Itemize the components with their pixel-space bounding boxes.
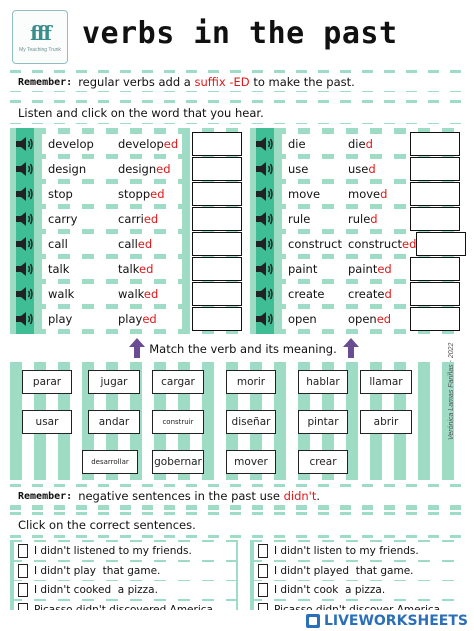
verb-row (42, 284, 182, 304)
sentence-option[interactable] (254, 562, 462, 580)
remember-rule-suffix (10, 73, 464, 91)
verb-past-stem: develop (118, 137, 164, 151)
remember-text-end: . (316, 489, 321, 503)
verb-past[interactable] (348, 162, 376, 176)
sentence-option[interactable] (14, 581, 236, 599)
remember-label: Remember: (18, 490, 73, 502)
remember-text-end: to make the past. (253, 75, 355, 89)
verb-base[interactable]: call (48, 237, 68, 251)
verb-past[interactable] (118, 187, 165, 201)
verb-row (282, 209, 420, 229)
verb-past-suffix: d (380, 187, 388, 201)
verb-past-stem: die (348, 137, 366, 151)
verb-past-suffix: ed (156, 162, 171, 176)
remember-text: regular verbs add a (78, 75, 191, 89)
verb-past-suffix: ed (377, 262, 392, 276)
instruction-listen: Listen and click on the word that you hear. (10, 103, 464, 123)
speaker-icon[interactable] (254, 234, 276, 254)
verb-past[interactable] (118, 137, 178, 151)
liveworksheets-brand (306, 610, 468, 631)
answer-box[interactable] (416, 232, 466, 256)
verb-past-stem: call (118, 237, 138, 251)
suffix-highlight: suffix -ED (194, 75, 250, 89)
verb-past-suffix: d (365, 137, 373, 151)
answer-box[interactable] (192, 257, 242, 281)
didnt-highlight: didn't (283, 489, 317, 503)
verb-past-stem: open (348, 312, 377, 326)
arrow-up-icon (128, 337, 146, 359)
speaker-icon[interactable] (254, 284, 276, 304)
verb-past-suffix: ed (376, 312, 392, 326)
meaning-card[interactable]: cargar (152, 370, 204, 394)
sentence-checkbox[interactable] (258, 544, 268, 558)
answer-box[interactable] (192, 182, 242, 206)
answer-box[interactable] (410, 307, 460, 331)
verb-past[interactable] (118, 212, 158, 226)
verb-row (282, 284, 420, 304)
verb-past[interactable] (118, 237, 152, 251)
verb-base[interactable]: open (288, 312, 317, 326)
speaker-icon[interactable] (14, 259, 36, 279)
verb-base[interactable]: create (288, 287, 325, 301)
verb-base[interactable]: construct (288, 237, 342, 251)
answer-box[interactable] (192, 207, 242, 231)
verb-base[interactable]: develop (48, 137, 94, 151)
verb-past-suffix: d (368, 162, 376, 176)
verb-past[interactable] (348, 262, 392, 276)
answer-box[interactable] (192, 307, 242, 331)
verb-row (42, 309, 182, 329)
verb-past-stem: design (118, 162, 157, 176)
verb-row (282, 159, 420, 179)
verb-past-suffix: ed (143, 212, 159, 226)
sentence-checkbox[interactable] (18, 583, 28, 597)
verb-past-suffix: ed (143, 287, 159, 301)
verb-base[interactable]: talk (48, 262, 70, 276)
verb-past-stem: stopp (118, 187, 151, 201)
verb-past-stem: talk (118, 262, 140, 276)
match-instruction: Match the verb and its meaning. (120, 338, 366, 360)
verb-past[interactable] (348, 187, 387, 201)
meaning-card[interactable]: mover (226, 450, 276, 474)
verb-base[interactable]: use (288, 162, 309, 176)
remember-label: Remember: (18, 76, 73, 88)
meaning-card[interactable]: construir (152, 410, 204, 434)
verb-base[interactable]: die (288, 137, 306, 151)
logo-mark: fff (30, 21, 50, 45)
verb-past-suffix: ed (150, 187, 165, 201)
sentence-checkbox[interactable] (18, 564, 28, 578)
verb-past-stem: use (348, 162, 369, 176)
verb-past[interactable] (118, 287, 158, 301)
answer-box[interactable] (192, 157, 242, 181)
speaker-icon[interactable] (14, 234, 36, 254)
speaker-icon[interactable] (14, 309, 36, 329)
verb-past[interactable] (118, 262, 153, 276)
logo-caption: My Teaching Trunk (19, 47, 61, 53)
verb-past[interactable] (118, 162, 171, 176)
verb-row (42, 209, 182, 229)
answer-box[interactable] (410, 207, 460, 231)
verb-past-suffix: ed (142, 312, 157, 326)
meaning-card[interactable]: gobernar (152, 450, 204, 474)
answer-box[interactable] (192, 132, 242, 156)
verb-base[interactable]: walk (48, 287, 75, 301)
brand-name: LIVEWORKSHEETS (323, 612, 468, 629)
meaning-card[interactable]: abrir (360, 410, 412, 434)
verb-past[interactable] (348, 237, 416, 251)
verb-base[interactable]: rule (288, 212, 311, 226)
answer-box[interactable] (410, 282, 460, 306)
sentence-checkbox[interactable] (18, 544, 28, 558)
verb-past-suffix: d (370, 212, 378, 226)
verb-row (42, 234, 182, 254)
verb-past-stem: rule (348, 212, 371, 226)
verb-base[interactable]: paint (288, 262, 318, 276)
verb-past[interactable] (118, 312, 157, 326)
meaning-card[interactable]: diseñar (226, 410, 276, 434)
remember-text: negative sentences in the past use (78, 489, 280, 503)
speaker-icon[interactable] (14, 159, 36, 179)
sentence-checkbox[interactable] (258, 583, 268, 597)
verb-past[interactable] (348, 287, 392, 301)
answer-box[interactable] (410, 182, 460, 206)
speaker-icon[interactable] (14, 209, 36, 229)
sentence-option[interactable] (254, 581, 462, 599)
verb-past-stem: create (348, 287, 385, 301)
sentence-checkbox[interactable] (258, 564, 268, 578)
meaning-card[interactable]: parar (22, 370, 72, 394)
verb-row (282, 259, 420, 279)
speaker-icon[interactable] (14, 134, 36, 154)
sentence-option[interactable] (254, 542, 462, 560)
sentence-text: I didn't listen to my friends. (274, 545, 419, 557)
verb-past-stem: play (118, 312, 143, 326)
meaning-card[interactable]: pintar (298, 410, 348, 434)
speaker-icon[interactable] (254, 134, 276, 154)
meaning-card[interactable]: morir (226, 370, 276, 394)
verb-base[interactable]: move (288, 187, 321, 201)
meaning-card[interactable]: hablar (298, 370, 348, 394)
liveworksheets-logo-icon (306, 614, 320, 628)
verb-past-stem: move (348, 187, 381, 201)
sentence-text: I didn't listened to my friends. (34, 545, 192, 557)
sentence-text: I didn't play that game. (34, 564, 161, 577)
remember-rule-negative (10, 487, 464, 505)
sentence-text: I didn't cook a pizza. (274, 584, 386, 596)
verb-row (282, 184, 420, 204)
verb-row (42, 159, 182, 179)
meaning-card[interactable]: crear (298, 450, 348, 474)
verb-base[interactable]: stop (48, 187, 73, 201)
verb-row (42, 134, 182, 154)
verb-past-stem: construct (348, 237, 402, 251)
logo (12, 10, 68, 64)
verb-past-suffix: ed (163, 137, 179, 151)
verb-past-stem: carri (118, 212, 144, 226)
meaning-card[interactable]: andar (88, 410, 140, 434)
verb-past-suffix: ed (139, 262, 154, 276)
meaning-card[interactable]: desarrollar (82, 450, 138, 474)
speaker-icon[interactable] (254, 159, 276, 179)
arrow-up-icon (342, 337, 360, 359)
answer-box[interactable] (410, 257, 460, 281)
verb-past-suffix: ed (402, 237, 417, 251)
speaker-icon[interactable] (254, 309, 276, 329)
verb-row (282, 309, 420, 329)
speaker-icon[interactable] (254, 184, 276, 204)
sentence-text: I didn't played that game. (274, 564, 414, 577)
verb-past-suffix: ed (137, 237, 153, 251)
sentence-text: I didn't cooked a pizza. (34, 584, 158, 596)
verb-past-stem: paint (348, 262, 378, 276)
meaning-card[interactable]: usar (22, 410, 72, 434)
verb-base[interactable]: design (48, 162, 87, 176)
answer-box[interactable] (192, 232, 242, 256)
speaker-icon[interactable] (14, 284, 36, 304)
instruction-click-correct: Click on the correct sentences. (10, 515, 464, 535)
verb-row (42, 184, 182, 204)
verb-row (42, 259, 182, 279)
sentence-option[interactable] (14, 562, 236, 580)
answer-box[interactable] (410, 132, 460, 156)
verb-base[interactable]: play (48, 312, 73, 326)
verb-past[interactable] (348, 312, 391, 326)
author-signature: Verónica Lamas Fariñas - 2022 (448, 342, 455, 440)
page-title: verbs in the past (82, 16, 398, 51)
verb-base[interactable]: carry (48, 212, 78, 226)
speaker-icon[interactable] (254, 259, 276, 279)
verb-past-suffix: d (384, 287, 392, 301)
meaning-card[interactable]: jugar (88, 370, 140, 394)
meaning-card[interactable]: llamar (360, 370, 412, 394)
speaker-icon[interactable] (254, 209, 276, 229)
answer-box[interactable] (410, 157, 460, 181)
verb-row (282, 134, 420, 154)
verb-past-stem: walk (118, 287, 144, 301)
verb-past[interactable] (348, 212, 378, 226)
verb-row (282, 234, 420, 254)
sentence-option[interactable] (14, 542, 236, 560)
answer-box[interactable] (192, 282, 242, 306)
verb-past[interactable] (348, 137, 373, 151)
speaker-icon[interactable] (14, 184, 36, 204)
